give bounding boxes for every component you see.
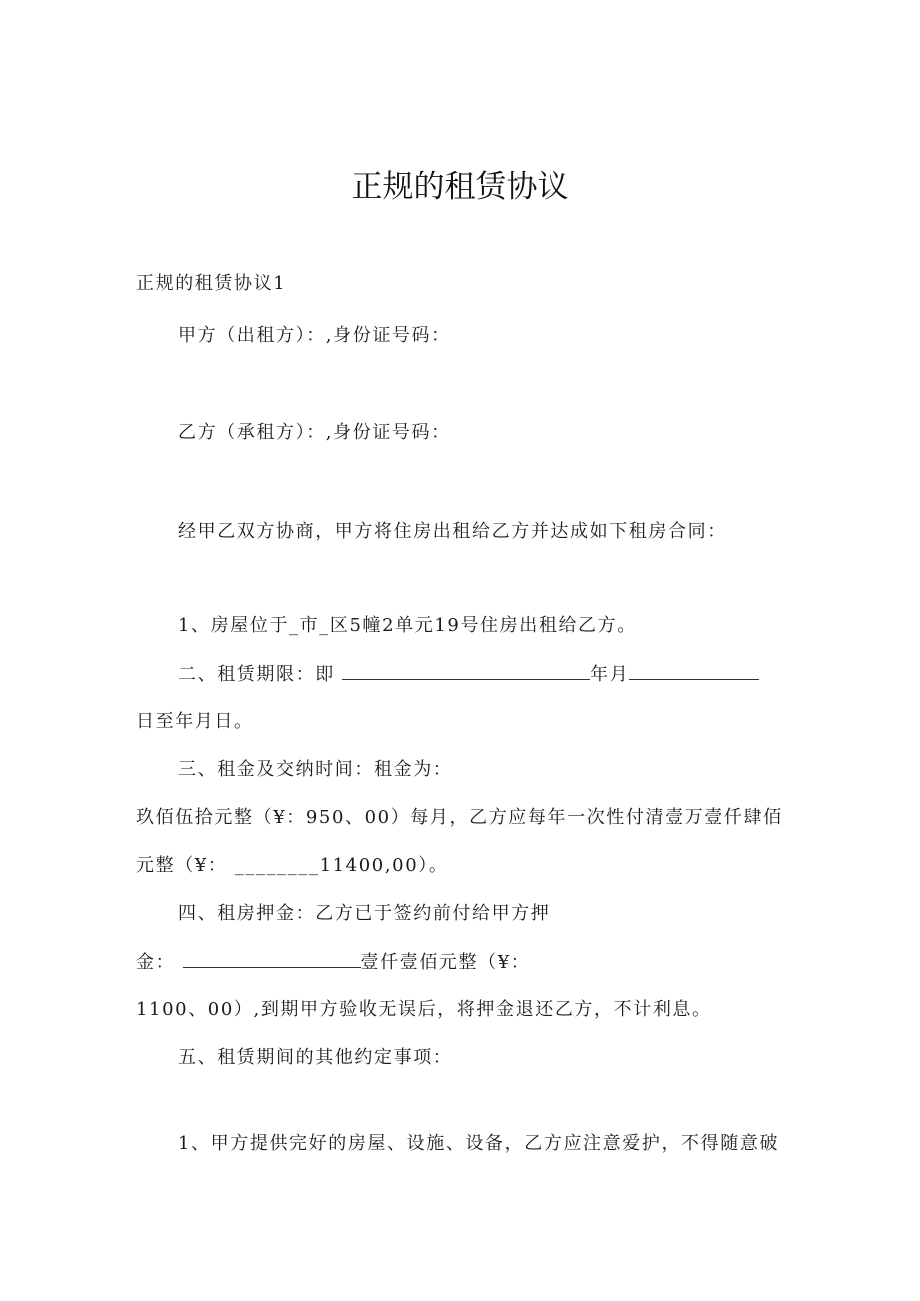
blank-line <box>629 662 759 680</box>
party-a-line: 甲方（出租方）：,身份证号码： <box>178 325 451 346</box>
blank-line <box>342 662 590 680</box>
clause-2-continued: 日至年月日。 <box>136 711 254 732</box>
clause-5-heading: 五、租赁期间的其他约定事项： <box>178 1047 453 1068</box>
clause-4-refund: 1100、00）,到期甲方验收无误后，将押金退还乙方，不计利息。 <box>136 999 712 1020</box>
document-title: 正规的租赁协议 <box>351 169 569 205</box>
blank-line <box>183 950 361 968</box>
clause-2-prefix: 二、租赁期限：即 <box>178 664 335 685</box>
clause-4-deposit-amount <box>136 950 530 975</box>
clause-4-deposit: 四、租房押金：乙方已于签约前付给甲方押 <box>178 903 551 924</box>
clause-4-suffix: 壹仟壹佰元整（¥： <box>360 952 531 973</box>
clause-1-location: 1、房屋位于_市_区5幢2单元19号住房出租给乙方。 <box>178 615 637 636</box>
clause-3-total: 元整（¥： ________11400,00）。 <box>136 855 449 876</box>
clause-2-mid: 年月 <box>590 664 630 685</box>
clause-3-amount: 玖佰伍拾元整（¥：950、00）每月，乙方应每年一次性付清壹万壹仟肆佰 <box>136 807 783 828</box>
section-heading: 正规的租赁协议1 <box>136 273 287 294</box>
clause-3-rent: 三、租金及交纳时间：租金为： <box>178 759 453 780</box>
clause-2-term <box>178 662 759 687</box>
clause-4-prefix: 金： <box>136 952 176 973</box>
agreement-intro: 经甲乙双方协商，甲方将住房出租给乙方并达成如下租房合同： <box>178 521 727 542</box>
clause-5-item-1: 1、甲方提供完好的房屋、设施、设备，乙方应注意爱护，不得随意破 <box>178 1133 780 1154</box>
party-b-line: 乙方（承租方）：,身份证号码： <box>178 422 451 443</box>
